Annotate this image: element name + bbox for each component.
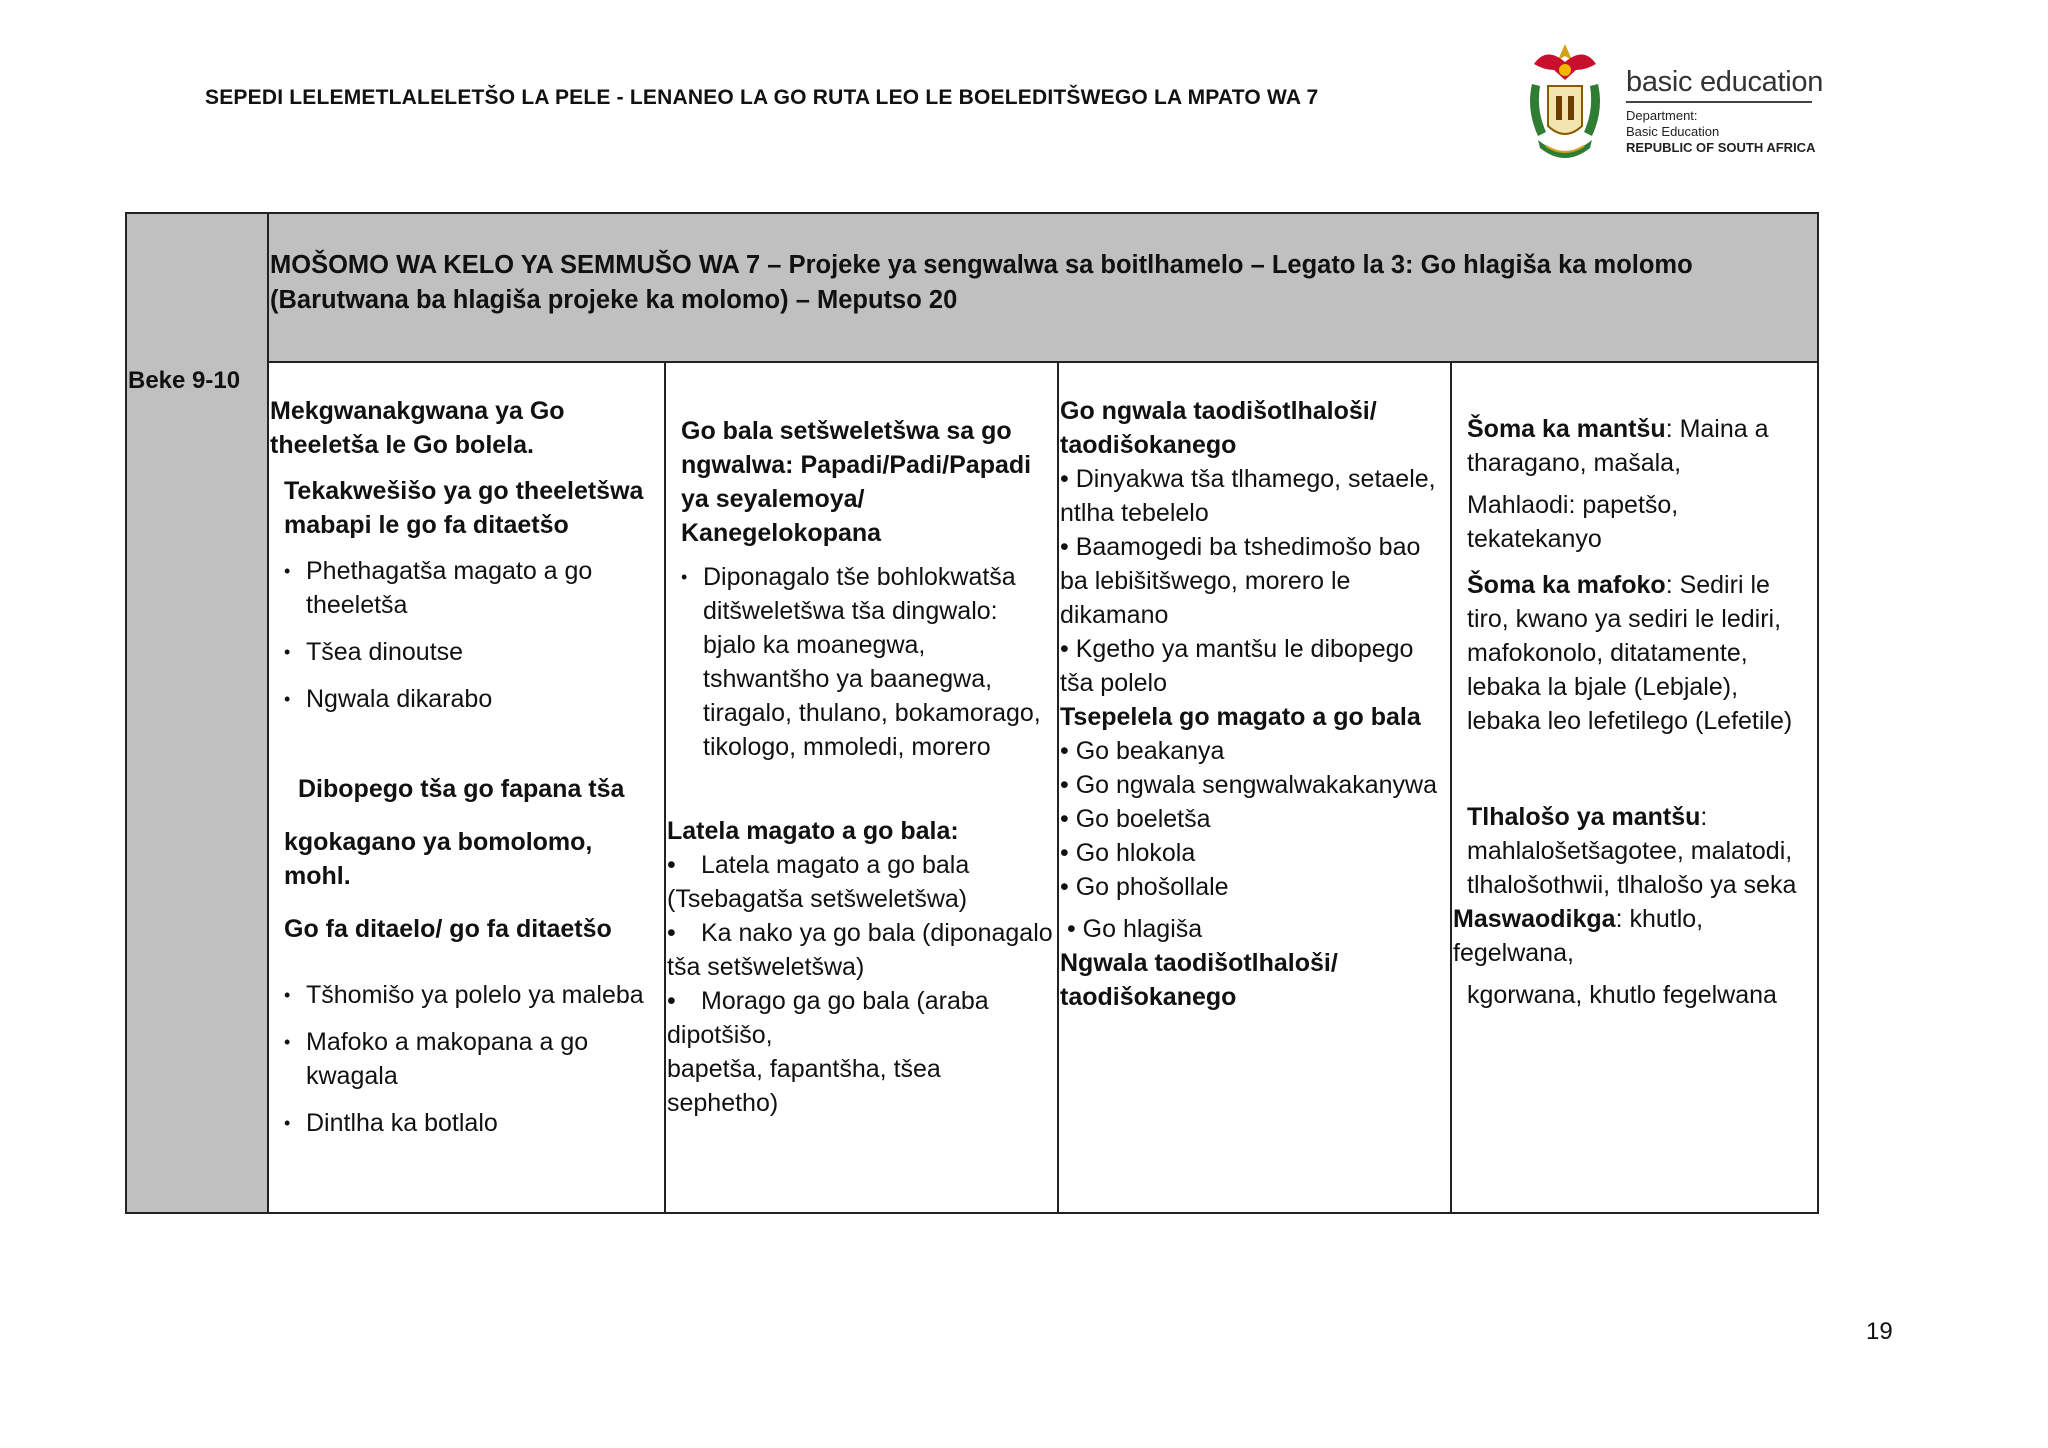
step-first-line: Morago ga go bala (araba <box>701 987 989 1015</box>
step-continuation: tša setšweletšwa) <box>667 953 865 981</box>
brand-block <box>1626 66 1823 156</box>
step-first-line: Ka nako ya go bala (diponagalo <box>701 919 1053 947</box>
column-divider <box>664 361 666 1214</box>
description: : mahlalošetšagotee, malatodi, tlhalošothwii, tlhalošo ya seka <box>1467 803 1797 899</box>
column-writing <box>1060 394 1446 1014</box>
paragraph <box>1453 800 1815 902</box>
brand-line1: Department: <box>1626 108 1698 123</box>
column-heading: Go bala setšweletšwa sa go ngwalwa: Papadi/Padi/Papadi ya seyalemoya/ Kanegelokopana <box>681 417 1032 547</box>
subheading: Go fa ditaelo/ go fa ditaetšo <box>284 915 612 943</box>
term: Šoma ka mafoko <box>1467 571 1666 599</box>
term: Tlhalošo ya mantšu <box>1467 803 1701 831</box>
list-item: • Kgetho ya mantšu le dibopego tša polelo <box>1060 635 1414 697</box>
column-reading <box>667 414 1053 1120</box>
brand-divider <box>1626 101 1812 103</box>
brand-line3: REPUBLIC OF SOUTH AFRICA <box>1626 140 1816 155</box>
brand-name: basic education <box>1626 66 1824 98</box>
column-heading: Go ngwala taodišotlhaloši/ taodišokanego <box>1060 397 1377 459</box>
column-divider <box>1057 361 1059 1214</box>
task-header-text: MOŠOMO WA KELO YA SEMMUŠO WA 7 – Projeke ya sengwalwa sa boitlhamelo – Legato la 3: Go hlagiša ka molomo (Barutwana ba hlagiša projeke ka molomo) – Meputso 20 <box>270 251 1693 314</box>
list-item: • Baamogedi ba tshedimošo bao ba lebišitšwego, morero le dikamano <box>1060 533 1421 629</box>
week-label: Beke 9-10 <box>128 367 241 394</box>
subheading: Tekakwešišo ya go theeletšwa mabapi le go fa ditaetšo <box>284 477 644 539</box>
term: Maswaodikga <box>1453 905 1616 933</box>
week-column <box>125 212 269 1214</box>
document-title: SEPEDI LELEMETLALELETŠO LA PELE - LENANEO LA GO RUTA LEO LE BOELEDITŠWEGO LA MPATO WA 7 <box>205 86 1319 109</box>
list-item: • Tšhomišo ya polelo ya maleba <box>284 978 660 1012</box>
list-item: • Go hlagiša <box>1060 915 1203 943</box>
subheading: Dibopego tša go fapana tša <box>298 775 625 803</box>
column-heading: Mekgwanakgwana ya Go theeletša le Go bolela. <box>270 397 565 459</box>
paragraph <box>1453 568 1815 738</box>
column-language <box>1453 412 1815 1012</box>
subheading: Tsepelela go magato a go bala <box>1060 703 1421 731</box>
paragraph <box>1453 902 1815 970</box>
step-item: • Morago ga go bala (araba <box>667 987 989 1015</box>
column-listening-speaking <box>270 394 660 1140</box>
step-continuation: dipotšišo, bapetša, fapantšha, tšea sephetho) <box>667 1021 941 1117</box>
list-item: • Go hlokola <box>1060 839 1196 867</box>
list-item: • Phethagatša magato a go theeletša <box>284 554 660 622</box>
term: Šoma ka mantšu <box>1467 415 1666 443</box>
paragraph <box>1453 412 1815 480</box>
list-item: • Ngwala dikarabo <box>284 682 660 716</box>
step-continuation: (Tsebagatša setšweletšwa) <box>667 885 968 913</box>
list-item: • Go phošollale <box>1060 873 1229 901</box>
column-divider <box>1450 361 1452 1214</box>
subheading: kgokagano ya bomolomo, mohl. <box>284 828 593 890</box>
list-item: • Diponagalo tše bohlokwatša ditšweletšwa tša dingwalo: bjalo ka moanegwa, tshwantšho ya baanegwa, tiragalo, thulano, bokamorago, tikologo, mmoledi, morero <box>681 560 1053 764</box>
description: : khutlo, fegelwana, <box>1453 905 1704 967</box>
subheading: Ngwala taodišotlhaloši/ taodišokanego <box>1060 949 1338 1011</box>
list-item: • Go beakanya <box>1060 737 1225 765</box>
step-first-line: Latela magato a go bala <box>701 851 970 879</box>
list-item: • Go ngwala sengwalwakakanywa <box>1060 771 1438 799</box>
list-item: • Dinyakwa tša tlhamego, setaele, ntlha tebelelo <box>1060 465 1436 527</box>
page-number: 19 <box>1866 1318 1893 1345</box>
subheading: Latela magato a go bala: <box>667 817 959 845</box>
step-item: • Ka nako ya go bala (diponagalo <box>667 919 1053 947</box>
paragraph: kgorwana, khutlo fegelwana <box>1467 981 1777 1009</box>
step-item: • Latela magato a go bala <box>667 851 970 879</box>
description: : Maina a tharagano, mašala, <box>1467 415 1769 477</box>
coat-of-arms-logo <box>1524 40 1606 174</box>
description: : Sediri le tiro, kwano ya sediri le lediri, mafokonolo, ditatamente, lebaka la bjale (Lebjale), lebaka leo lefetilego (Lefetile) <box>1467 571 1793 735</box>
brand-line2: Basic Education <box>1626 124 1720 139</box>
list-item: • Tšea dinoutse <box>284 635 660 669</box>
list-item: • Go boeletša <box>1060 805 1211 833</box>
list-item: • Mafoko a makopana a go kwagala <box>284 1025 660 1093</box>
list-item: • Dintlha ka botlalo <box>284 1106 660 1140</box>
paragraph: Mahlaodi: papetšo, tekatekanyo <box>1467 491 1679 553</box>
